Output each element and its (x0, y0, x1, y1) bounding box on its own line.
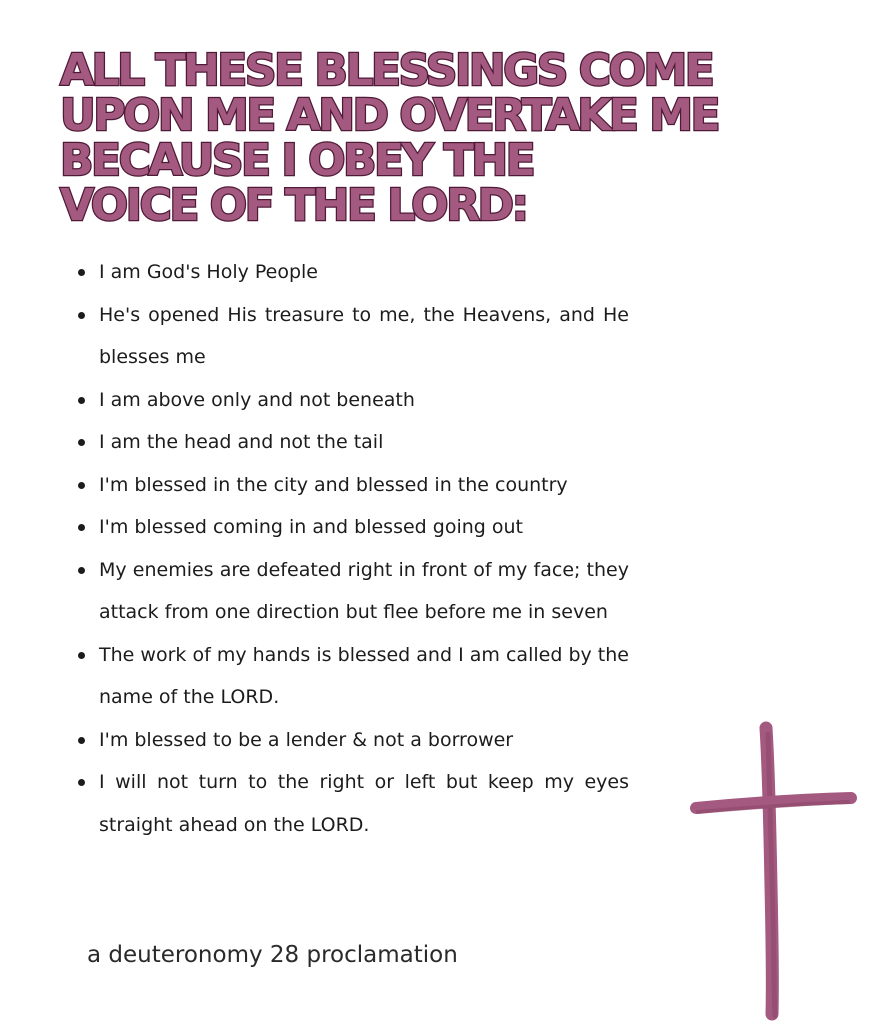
list-item: I'm blessed coming in and blessed going out (99, 506, 629, 549)
blessings-list (99, 251, 629, 846)
headline-line: VOICE OF THE LORD: (60, 180, 527, 231)
footer-note: a deuteronomy 28 proclamation (87, 942, 458, 968)
list-item: I am the head and not the tail (99, 421, 629, 464)
cross-icon (686, 716, 862, 1024)
list-item: I'm blessed in the city and blessed in the country (99, 464, 629, 507)
headline-line: UPON ME AND OVERTAKE ME (60, 90, 719, 141)
headline (60, 45, 850, 231)
list-item: My enemies are defeated right in front of my face; they attack from one direction but flee before me in seven (99, 549, 629, 634)
headline-line: BECAUSE I OBEY THE (60, 135, 534, 186)
list-item: I am God's Holy People (99, 251, 629, 294)
list-item: I will not turn to the right or left but keep my eyes straight ahead on the LORD. (99, 761, 629, 846)
list-item: The work of my hands is blessed and I am called by the name of the LORD. (99, 634, 629, 719)
list-item: He's opened His treasure to me, the Heavens, and He blesses me (99, 294, 629, 379)
headline-line: ALL THESE BLESSINGS COME (60, 45, 713, 96)
list-item: I am above only and not beneath (99, 379, 629, 422)
list-item: I'm blessed to be a lender & not a borrower (99, 719, 629, 762)
